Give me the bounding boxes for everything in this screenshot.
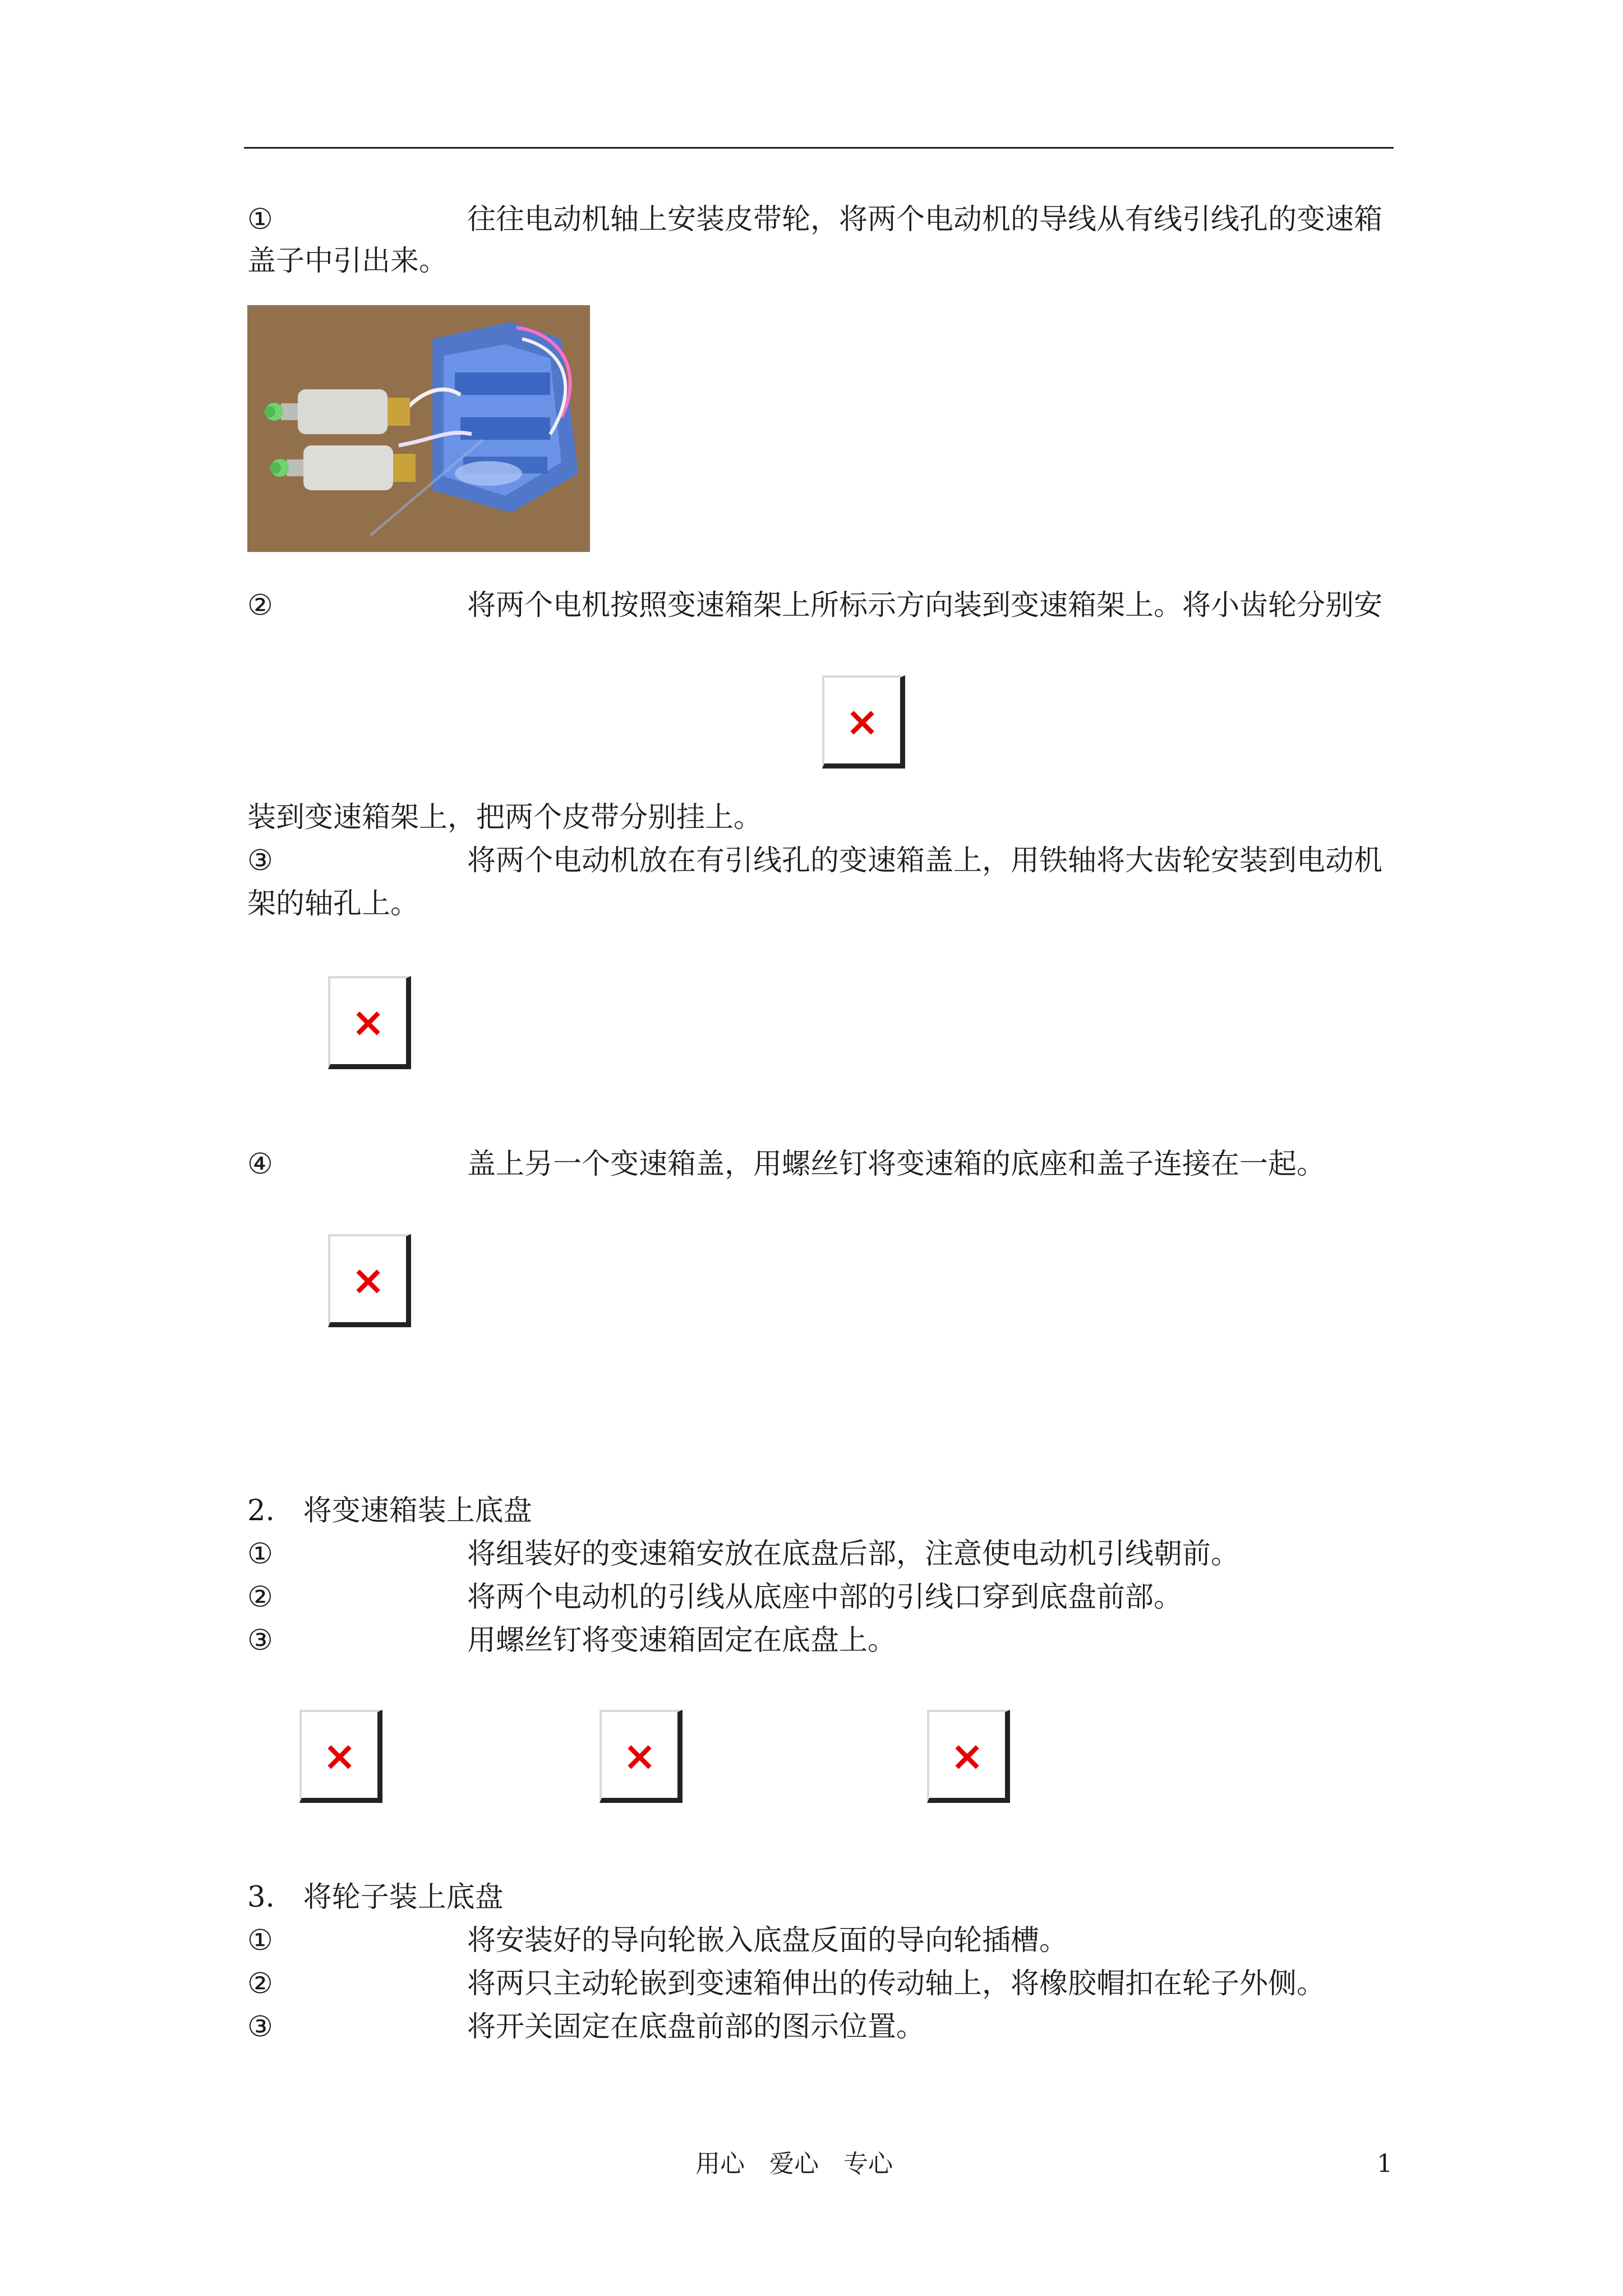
motor-gearbox-photo-drawing <box>247 305 590 552</box>
broken-image-icon: × <box>623 1732 657 1779</box>
broken-image-icon: × <box>950 1732 984 1779</box>
section-3-step-2-number: ② <box>247 1967 273 2000</box>
step-4-text: 盖上另一个变速箱盖，用螺丝钉将变速箱的底座和盖子连接在一起。 <box>467 1148 1326 1181</box>
step-2-text-line2: 装到变速箱架上，把两个皮带分别挂上。 <box>247 801 763 834</box>
step-3-text-line1: 将两个电动机放在有引线孔的变速箱盖上，用铁轴将大齿轮安装到电动机 <box>467 844 1383 877</box>
section-2-title: 2. 将变速箱装上底盘 <box>247 1494 532 1527</box>
section-3-step-1-number: ① <box>247 1924 273 1957</box>
broken-image-icon: × <box>845 698 879 745</box>
step-1-number: ① <box>247 203 273 236</box>
motor-gearbox-photo <box>247 305 590 552</box>
section-3-step-2-text: 将两只主动轮嵌到变速箱伸出的传动轴上，将橡胶帽扣在轮子外侧。 <box>467 1967 1326 2000</box>
section-2-step-2-text: 将两个电动机的引线从底座中部的引线口穿到底盘前部。 <box>467 1581 1183 1614</box>
section-3-step-3-text: 将开关固定在底盘前部的图示位置。 <box>467 2010 925 2044</box>
section-2-step-3-text: 用螺丝钉将变速箱固定在底盘上。 <box>467 1624 897 1657</box>
broken-image-placeholder <box>328 976 411 1069</box>
broken-image-placeholder <box>328 1234 411 1327</box>
broken-image-placeholder <box>822 675 905 769</box>
section-2-step-3-number: ③ <box>247 1624 273 1657</box>
section-2-step-1-number: ① <box>247 1538 273 1571</box>
section-3-step-1-text: 将安装好的导向轮嵌入底盘反面的导向轮插槽。 <box>467 1924 1068 1957</box>
broken-image-placeholder <box>299 1710 382 1803</box>
broken-image-placeholder <box>600 1710 683 1803</box>
section-3-step-3-number: ③ <box>247 2010 273 2044</box>
step-1-text-line2: 盖子中引出来。 <box>247 245 448 278</box>
broken-image-icon: × <box>322 1732 357 1779</box>
broken-image-placeholder <box>927 1710 1010 1803</box>
page-number: 1 <box>1377 2150 1393 2178</box>
footer-slogan: 用心 爱心 专心 <box>695 2150 893 2178</box>
step-1-text-line1: 往往电动机轴上安装皮带轮，将两个电动机的导线从有线引线孔的变速箱 <box>467 203 1383 236</box>
section-3-title: 3. 将轮子装上底盘 <box>247 1881 504 1914</box>
broken-image-icon: × <box>351 1257 385 1304</box>
step-4-number: ④ <box>247 1148 273 1181</box>
step-2-number: ② <box>247 589 273 622</box>
header-rule <box>244 147 1394 149</box>
step-3-number: ③ <box>247 844 273 877</box>
step-2-text-line1: 将两个电机按照变速箱架上所标示方向装到变速箱架上。将小齿轮分别安 <box>467 589 1383 622</box>
step-3-text-line2: 架的轴孔上。 <box>247 887 419 921</box>
section-2-step-1-text: 将组装好的变速箱安放在底盘后部，注意使电动机引线朝前。 <box>467 1538 1240 1571</box>
section-2-step-2-number: ② <box>247 1581 273 1614</box>
broken-image-icon: × <box>351 999 385 1046</box>
